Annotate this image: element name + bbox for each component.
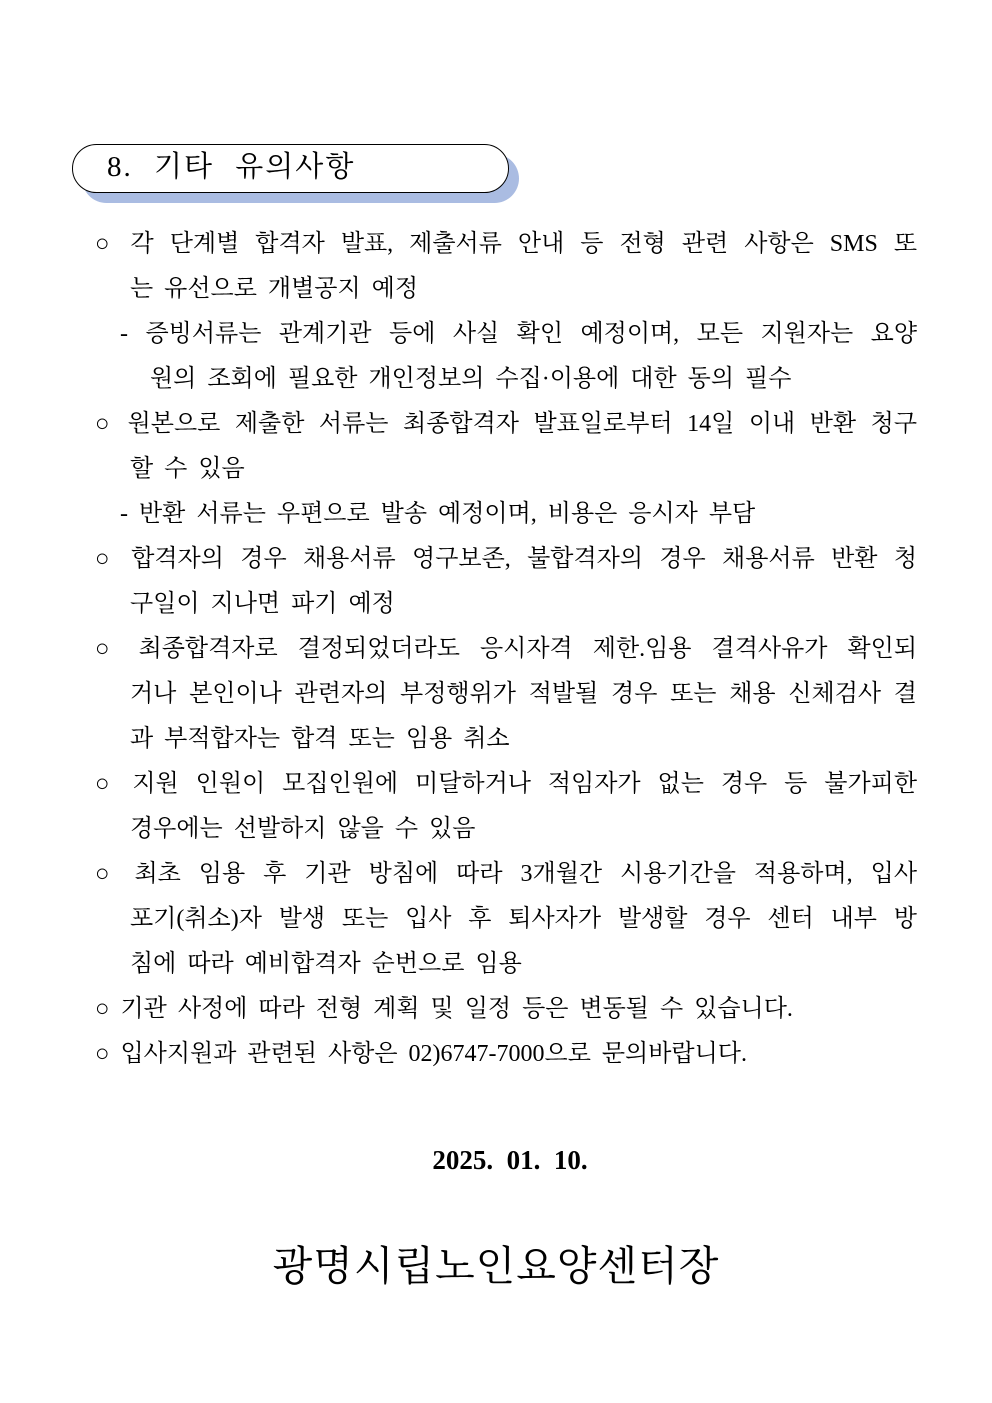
note-item (95, 222, 917, 312)
circle-bullet: ○ (95, 1041, 110, 1067)
note-subitem (95, 312, 917, 402)
note-line: 는 유선으로 개별공지 예정 (130, 276, 419, 302)
circle-bullet: ○ (95, 636, 119, 662)
notes-list (95, 222, 917, 1077)
circle-bullet: ○ (95, 771, 116, 797)
circle-bullet: ○ (95, 861, 117, 887)
note-item (95, 987, 917, 1032)
note-text: 최종합격자로 결정되었더라도 응시자격 제한.임용 결격사유가 확인되 (138, 636, 918, 662)
note-line: 구일이 지나면 파기 예정 (130, 591, 395, 617)
note-item (95, 762, 917, 852)
note-line: 경우에는 선발하지 않을 수 있음 (130, 816, 476, 842)
note-text: 지원 인원이 모집인원에 미달하거나 적임자가 없는 경우 등 불가피한 (132, 771, 918, 797)
note-line: 원의 조회에 필요한 개인정보의 수집·이용에 대한 동의 필수 (150, 366, 792, 392)
note-line (95, 762, 917, 807)
note-item (95, 402, 917, 492)
dash-bullet: - (120, 501, 128, 527)
note-line: 침에 따라 예비합격자 순번으로 임용 (130, 951, 522, 977)
note-text: 기관 사정에 따라 전형 계획 및 일정 등은 변동될 수 있습니다. (120, 996, 793, 1022)
note-line (120, 312, 917, 357)
date-text: 2025. 01. 10. (432, 1145, 588, 1175)
circle-bullet: ○ (95, 546, 115, 572)
note-text: 원본으로 제출한 서류는 최종합격자 발표일로부터 14일 이내 반환 청구 (127, 411, 918, 437)
note-line (120, 492, 917, 537)
note-text: 각 단계별 합격자 발표, 제출서류 안내 등 전형 관련 사항은 SMS 또 (130, 231, 918, 257)
note-item (95, 1032, 917, 1077)
note-item (95, 627, 917, 762)
note-line (95, 537, 917, 582)
note-line (95, 852, 917, 897)
circle-bullet: ○ (95, 996, 110, 1022)
note-text: 입사지원과 관련된 사항은 02)6747-7000으로 문의바랍니다. (120, 1041, 747, 1067)
section-title: 8. 기타 유의사항 (107, 151, 356, 183)
note-line (95, 987, 917, 1032)
note-line: 거나 본인이나 관련자의 부정행위가 적발될 경우 또는 채용 신체검사 결 (130, 681, 917, 707)
dash-bullet: - (120, 321, 128, 347)
note-subitem (95, 492, 917, 537)
note-text: 합격자의 경우 채용서류 영구보존, 불합격자의 경우 채용서류 반환 청 (131, 546, 918, 572)
section-title-box (72, 144, 509, 193)
note-line (95, 402, 917, 447)
signature-text: 광명시립노인요양센터장 (272, 1243, 720, 1289)
note-line (95, 222, 917, 267)
note-line (95, 627, 917, 672)
circle-bullet: ○ (95, 231, 115, 257)
note-line: 할 수 있음 (130, 456, 245, 482)
circle-bullet: ○ (95, 411, 114, 437)
note-text: 최초 임용 후 기관 방침에 따라 3개월간 시용기간을 적용하며, 입사 (134, 861, 918, 887)
note-text: 반환 서류는 우편으로 발송 예정이며, 비용은 응시자 부담 (139, 501, 756, 527)
note-item (95, 537, 917, 627)
note-item (95, 852, 917, 987)
note-text: 증빙서류는 관계기관 등에 사실 확인 예정이며, 모든 지원자는 요양 (145, 321, 918, 347)
note-line: 과 부적합자는 합격 또는 임용 취소 (130, 726, 510, 752)
note-line: 포기(취소)자 발생 또는 입사 후 퇴사자가 발생할 경우 센터 내부 방 (130, 906, 917, 932)
note-line (95, 1032, 917, 1077)
